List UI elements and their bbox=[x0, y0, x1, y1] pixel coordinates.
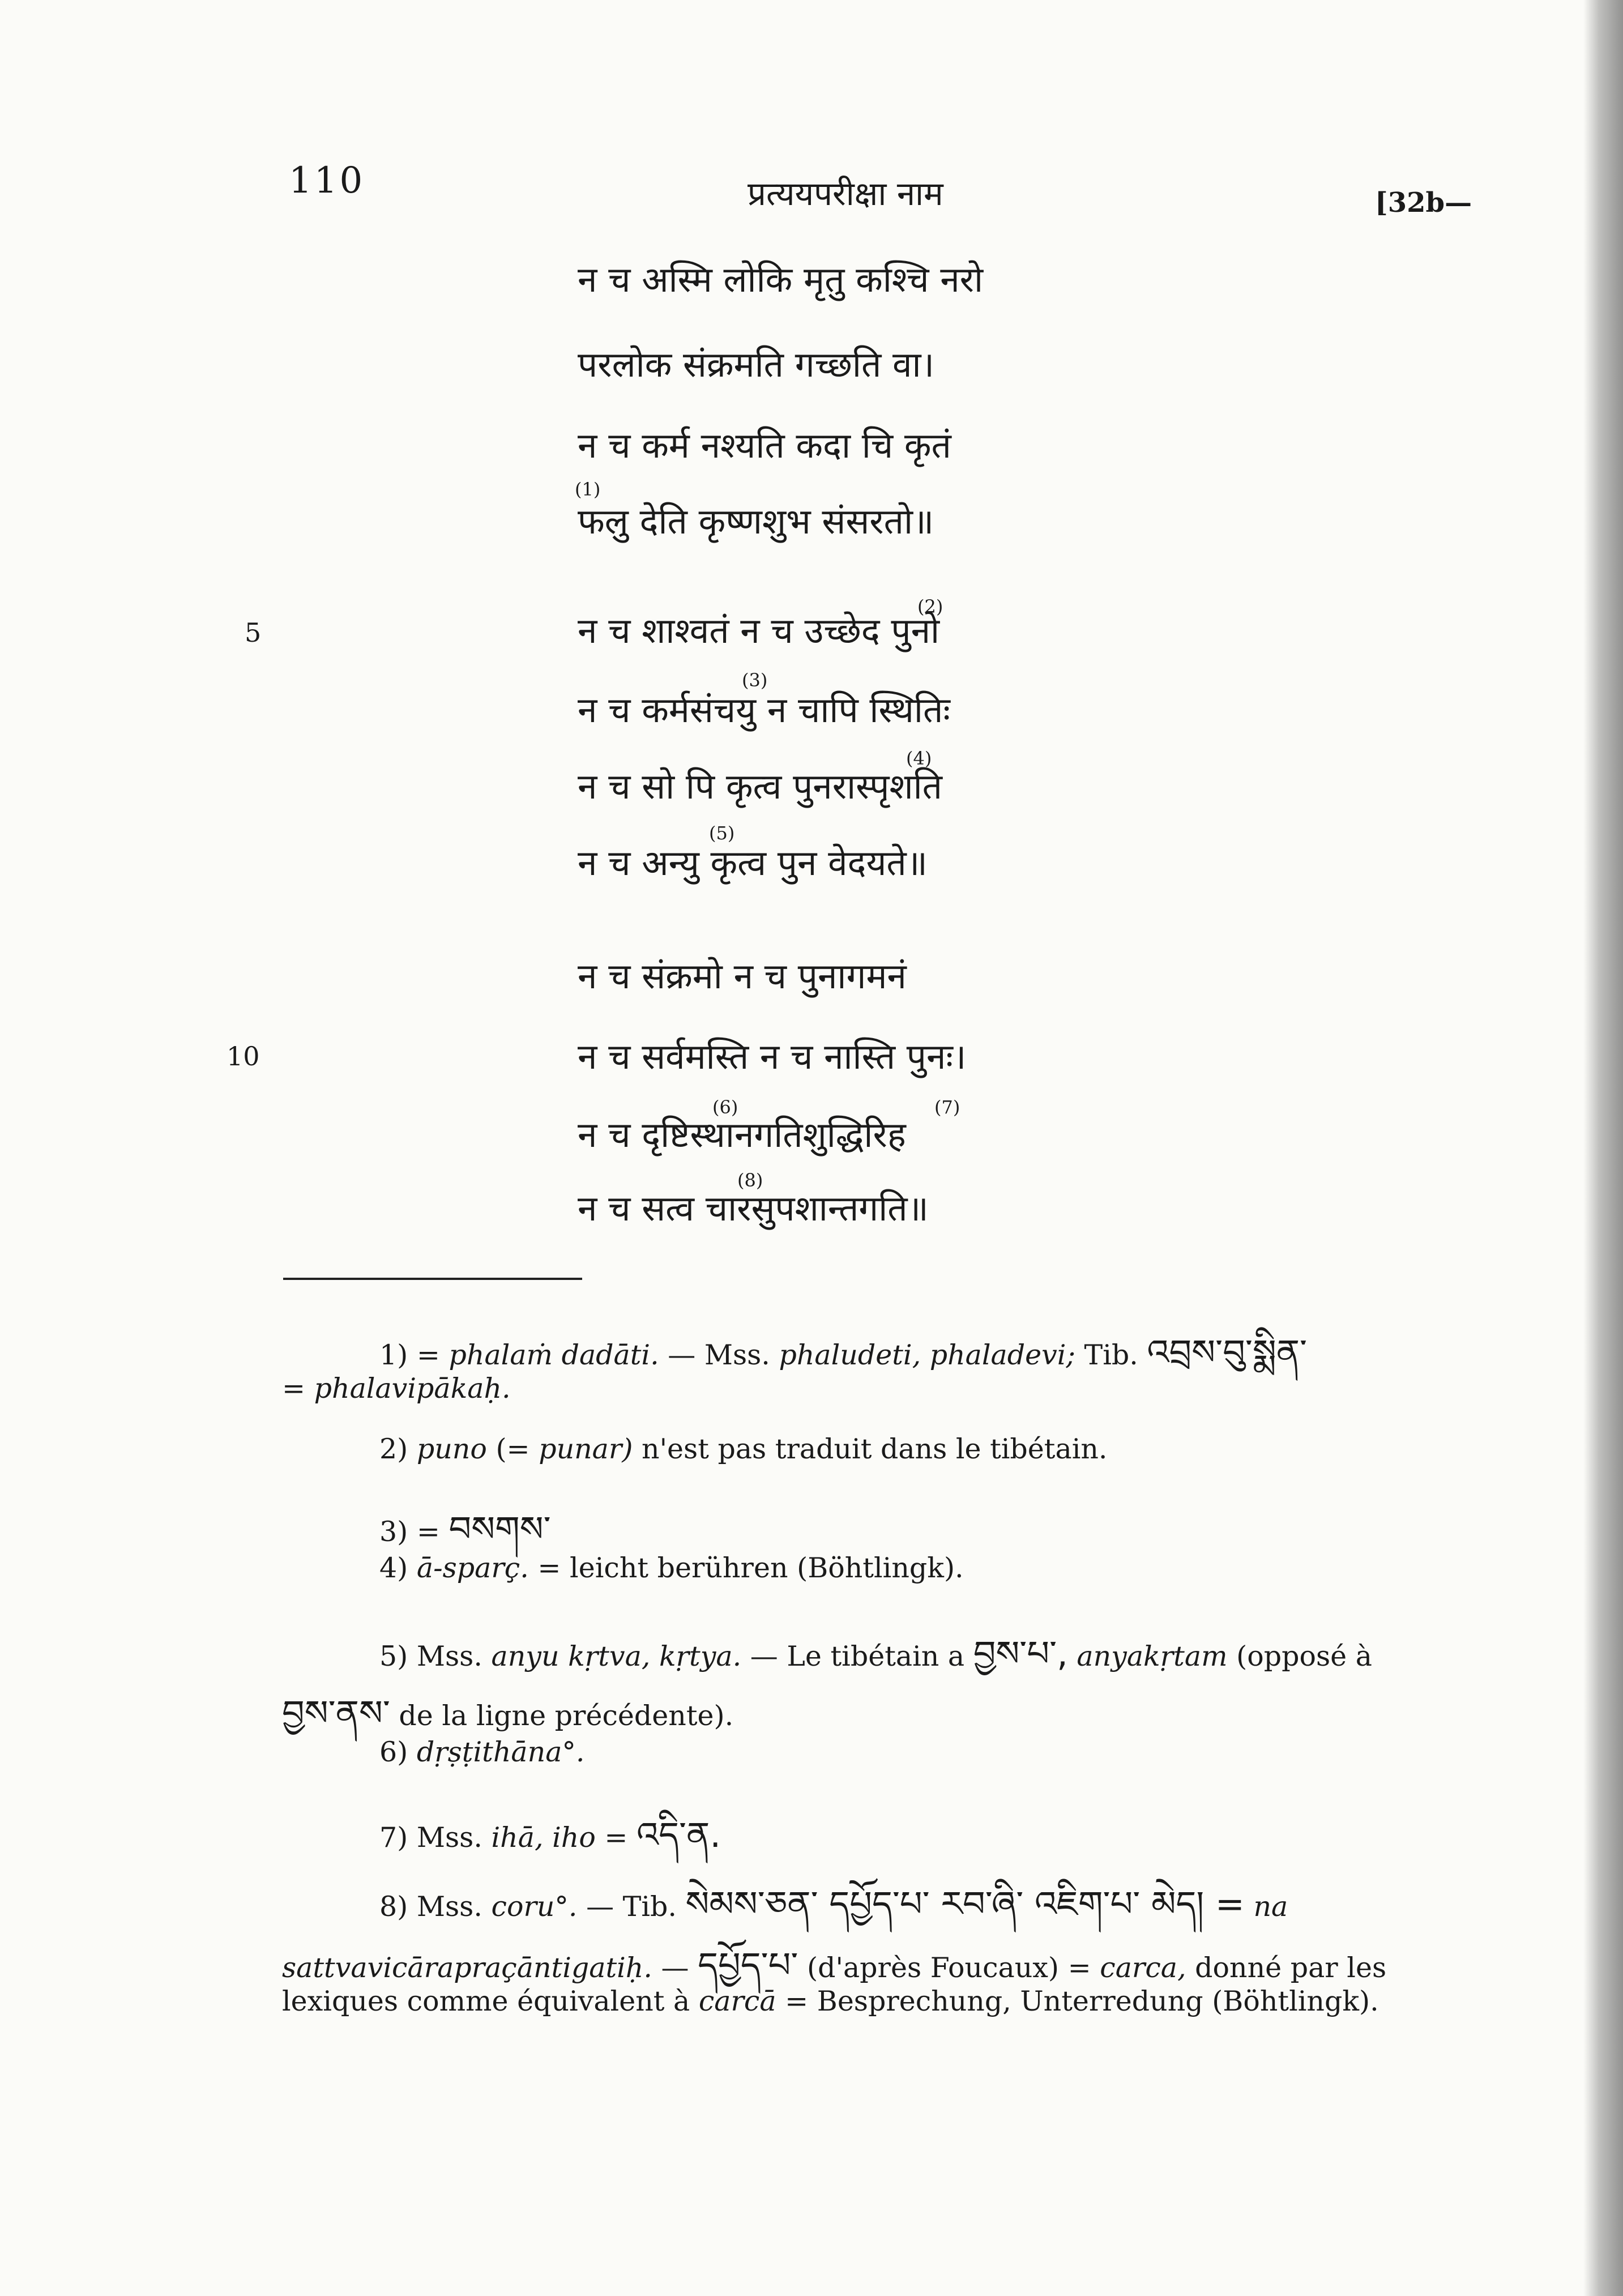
tibetan-text: འབྲས་བུ་སྨིན་ bbox=[1147, 1331, 1308, 1373]
folio-reference: [32b— bbox=[1375, 187, 1472, 219]
footnote-1-continued: = phalavipākaḥ. bbox=[282, 1372, 511, 1405]
note-marker: (1) bbox=[575, 479, 601, 500]
footnote-rule bbox=[283, 1278, 582, 1280]
note-marker: (3) bbox=[742, 669, 768, 691]
verse-line: न च कर्म नश्यति कदा चि कृतं bbox=[578, 425, 951, 466]
line-number: 5 bbox=[245, 617, 262, 648]
note-marker: (5) bbox=[709, 822, 735, 844]
tibetan-text: བྱས་ནས་ bbox=[282, 1692, 390, 1734]
verse-line: न च संक्रमो न च पुनागमनं bbox=[578, 955, 907, 997]
footnote-5: 5) Mss. anyu kṛtva, kṛtya. — Le tibétain a བྱས་པ་, anyakṛtam (opposé à bbox=[379, 1633, 1372, 1674]
running-title: प्रत्ययपरीक्षा नाम bbox=[748, 174, 943, 213]
note-marker: (2) bbox=[917, 596, 943, 617]
verse-line: न च सर्वमस्ति न च नास्ति पुनः। bbox=[578, 1036, 967, 1077]
footnote-2: 2) puno (= punar) n'est pas traduit dans le tibétain. bbox=[379, 1433, 1108, 1465]
note-marker: (7) bbox=[934, 1096, 960, 1118]
verse-line: फलु देति कृष्णशुभ संसरतो॥ bbox=[578, 501, 934, 542]
tibetan-text: འདི་ན. bbox=[637, 1814, 721, 1855]
note-marker: (4) bbox=[906, 748, 932, 769]
verse-line: न च सत्व चारसुपशान्तगति॥ bbox=[578, 1188, 929, 1229]
scanned-page-edge bbox=[1583, 0, 1623, 2296]
tibetan-text: བསགས་ bbox=[449, 1508, 551, 1550]
verse-line: न च अस्मि लोकि मृतु कश्चि नरो bbox=[578, 259, 984, 300]
verse-line: न च शाश्वतं न च उच्छेद पुनो bbox=[578, 610, 940, 651]
footnote-5-continued: བྱས་ནས་ de la ligne précédente). bbox=[282, 1692, 734, 1734]
tibetan-text: སེམས་ཅན་ དཔྱོད་པ་ རབ་ཞི་ འཇིག་པ་ མེད། = bbox=[685, 1883, 1245, 1924]
note-marker: (6) bbox=[712, 1096, 738, 1118]
tibetan-text: བྱས་པ་, bbox=[973, 1633, 1068, 1674]
footnote-4: 4) ā-sparç. = leicht berühren (Böhtlingk). bbox=[379, 1552, 964, 1584]
verse-line: परलोक संक्रमति गच्छति वा। bbox=[578, 344, 935, 385]
footnote-8-continued: sattvavicārapraçāntigatiḥ. — དཔྱོད་པ་ (d'après Foucaux) = carca, donné par les bbox=[282, 1944, 1387, 1986]
footnote-3: 3) = བསགས་ bbox=[379, 1508, 551, 1550]
footnote-1: 1) = phalaṁ dadāti. — Mss. phaludeti, phaladevi; Tib. འབྲས་བུ་སྨིན་ bbox=[379, 1331, 1308, 1373]
verse-line: न च सो पि कृत्व पुनरास्पृशति bbox=[578, 766, 943, 807]
footnote-8-continued-2: lexiques comme équivalent à carcā = Besprechung, Unterredung (Böhtlingk). bbox=[282, 1985, 1379, 2017]
line-number: 10 bbox=[227, 1041, 260, 1072]
footnote-8: 8) Mss. coru°. — Tib. སེམས་ཅན་ དཔྱོད་པ་ རབ་ཞི་ འཇིག་པ་ མེད། = na bbox=[379, 1883, 1288, 1924]
verse-line: न च दृष्टिस्थानगतिशुद्धिरिह bbox=[578, 1114, 906, 1155]
page-number: 110 bbox=[289, 160, 365, 202]
note-marker: (8) bbox=[737, 1170, 763, 1191]
tibetan-text: དཔྱོད་པ་ bbox=[698, 1944, 798, 1986]
verse-line: न च कर्मसंचयु न चापि स्थितिः bbox=[578, 689, 950, 731]
verse-line: न च अन्यु कृत्व पुन वेदयते॥ bbox=[578, 842, 928, 884]
footnote-6: 6) dṛṣṭithāna°. bbox=[379, 1736, 585, 1768]
footnote-7: 7) Mss. ihā, iho = འདི་ན. bbox=[379, 1814, 721, 1855]
